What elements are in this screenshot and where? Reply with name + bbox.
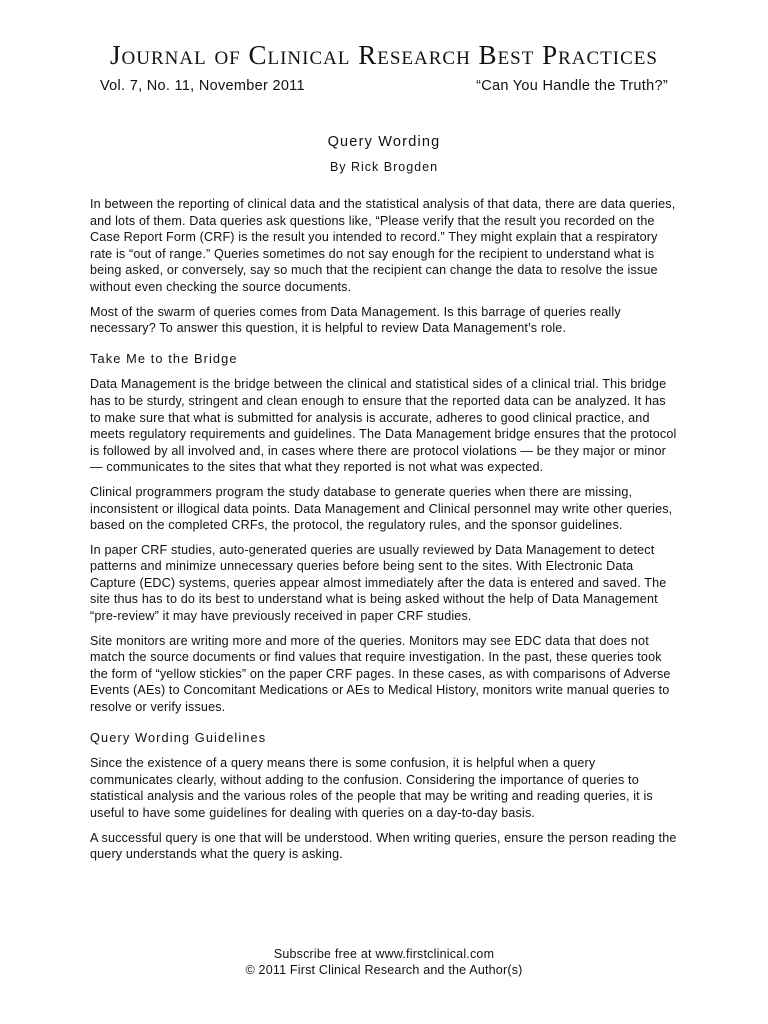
issue-info: Vol. 7, No. 11, November 2011: [100, 78, 305, 94]
body-paragraph: Clinical programmers program the study database to generate queries when there are missing, inconsistent or illogical data points. Data Management and Clinical personnel may write other queries, based on the completed CRFs, the protocol, the regulatory rules, and the sponsor guidelines.: [90, 484, 673, 533]
section-heading: Take Me to the Bridge: [90, 350, 238, 366]
journal-masthead: Journal of Clinical Research Best Practices: [110, 40, 658, 70]
article-byline: By Rick Brogden: [329, 160, 439, 174]
page-footer: [0, 946, 768, 978]
issue-tagline: “Can You Handle the Truth?”: [476, 78, 668, 94]
body-paragraph: In paper CRF studies, auto-generated queries are usually reviewed by Data Management to detect patterns and minimize unnecessary queries before being sent to the sites. With Electronic Data Capture (EDC) systems, queries appear almost immediately after the data is entered and saved. The site thus has to do its best to understand what is being asked without the help of Data Management “pre-review” it may have previously received in paper CRF studies.: [90, 542, 667, 624]
subscribe-link-text[interactable]: Subscribe free at www.firstclinical.com: [273, 947, 495, 961]
body-paragraph: Data Management is the bridge between the clinical and statistical sides of a clinical trial. This bridge has to be sturdy, stringent and clean enough to ensure that the reported data can be analyzed. It has to make sure that what is submitted for analysis is accurate, adheres to good clinical practice, and meets regulatory requirements and guidelines. The Data Management bridge ensures that the protocol is followed by all involved and, in cases where there are protocol violations — be they major or minor — communicates to the sites that what they reported is not what was expected.: [90, 377, 677, 475]
body-paragraph: A successful query is one that will be understood. When writing queries, ensure the person reading the query understands what the query is asking.: [90, 830, 677, 862]
copyright-notice: © 2011 First Clinical Research and the Author(s): [245, 963, 523, 977]
article-title: Query Wording: [327, 134, 441, 150]
body-paragraph: In between the reporting of clinical data and the statistical analysis of that data, there are data queries, and lots of them. Data queries ask questions like, “Please verify that the result you recorded on the Case Report Form (CRF) is the result you intended to record.” They might explain that a respiratory rate is “out of range.” Queries sometimes do not say enough for the recipient to understand what is being asked, or conversely, say so much that the recipient can change the data to resolve the issue without even checking the source documents.: [90, 197, 676, 294]
body-paragraph: Site monitors are writing more and more of the queries. Monitors may see EDC data that does not match the source documents or find values that require investigation. In the past, these queries took the form of “yellow stickies” on the paper CRF pages. In these cases, as with comparisons of Adverse Events (AEs) to Concomitant Medications or AEs to Medical History, monitors write manual queries to resolve or verify issues.: [90, 633, 671, 715]
article-body: [90, 196, 678, 871]
section-heading: Query Wording Guidelines: [90, 729, 267, 745]
body-paragraph: Since the existence of a query means there is some confusion, it is helpful when a query communicates clearly, without adding to the confusion. Considering the importance of queries to statistical analysis and the various roles of the people that may be writing and reading queries, it is useful to have some guidelines for dealing with queries on a day-to-day basis.: [90, 756, 653, 820]
body-paragraph: Most of the swarm of queries comes from Data Management. Is this barrage of queries really necessary? To answer this question, it is helpful to review Data Management’s role.: [90, 304, 621, 336]
